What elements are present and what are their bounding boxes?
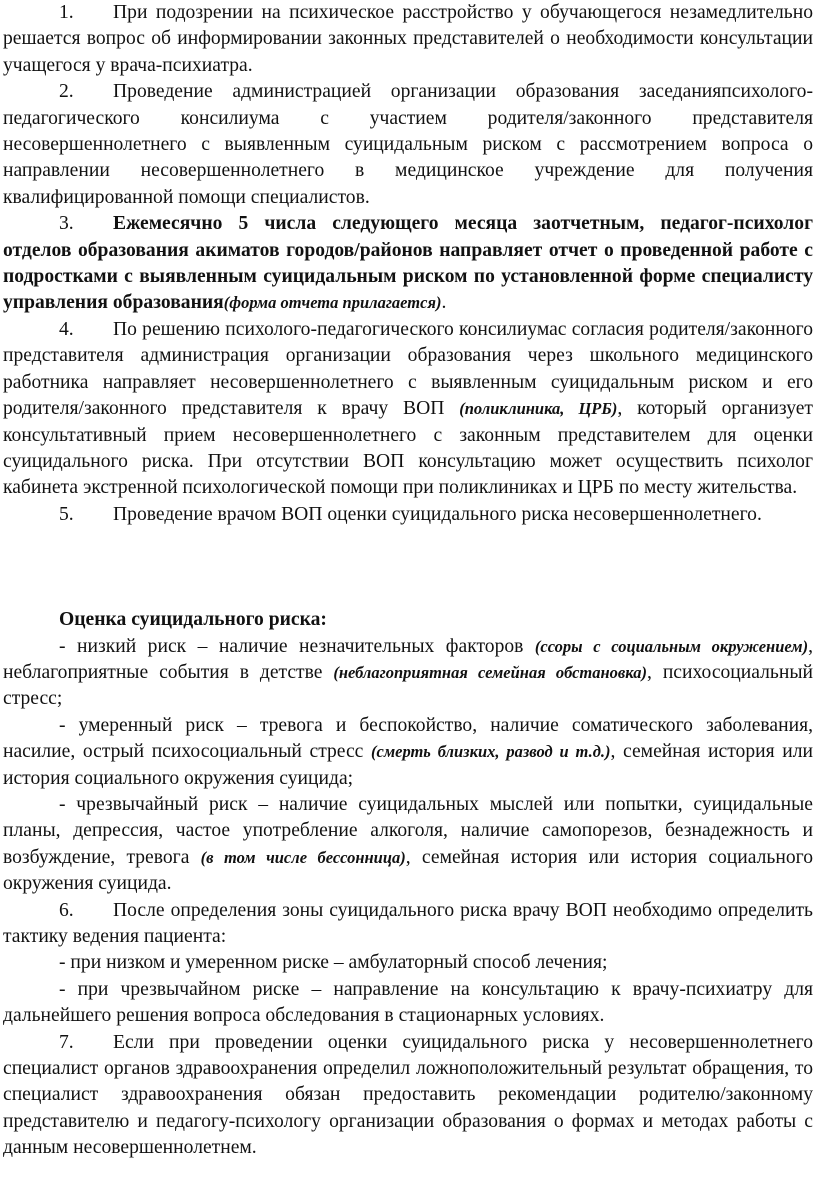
item-note: (форма отчета прилагается) bbox=[223, 293, 442, 313]
item-2 bbox=[3, 79, 813, 211]
item-text: При подозрении на психическое расстройство у обучающегося незамедлительно решается вопрос об информировании законных представителей о необходимости консультации учащегося у врача-психиатра. bbox=[3, 2, 813, 76]
item-number: 2. bbox=[59, 81, 74, 103]
risk-text: - чрезвычайный риск – наличие суицидальных мыслей или попытки, суицидальные планы, депрессия, частое употребление алкоголя, наличие самопорезов, безнадежность и возбуждение, тревога bbox=[3, 793, 813, 868]
item-number: 6. bbox=[59, 899, 74, 921]
item-text: По решению психолого-педагогического консилиумас согласия родителя/законного представителя администрация организации образования через школьного медицинского работника направляет несовершеннолетнего с выявленным суицидальным риском и его родителя/законного представителя к врачу ВОП bbox=[3, 318, 813, 420]
tactic-low-moderate: - при низком и умеренном риске – амбулаторный способ лечения; bbox=[59, 952, 608, 974]
risk-low bbox=[3, 634, 813, 713]
risk-note: (в том числе бессонница) bbox=[200, 847, 406, 867]
risk-extreme bbox=[3, 792, 813, 898]
item-number: 3. bbox=[59, 213, 74, 235]
item-tail: . bbox=[441, 292, 447, 314]
section-heading: Оценка суицидального риска: bbox=[59, 609, 327, 631]
item-tail: , который организует консультативный прием несовершеннолетнего с законным представителем для оценки суицидального риска. При отсутствии ВОП консультацию может осуществить психолог кабинета экстренной психологической помощи при поликлиниках и ЦРБ по месту жительства. bbox=[3, 398, 813, 499]
item-note: (поликлиника, ЦРБ) bbox=[459, 399, 618, 419]
risk-note: (неблагоприятная семейная обстановка) bbox=[333, 662, 647, 682]
section-spacer bbox=[3, 528, 813, 607]
item-1 bbox=[3, 0, 813, 79]
risk-note: (смерть близких, развод и т.д.) bbox=[371, 742, 611, 762]
item-number: 5. bbox=[59, 503, 74, 525]
risk-text: - низкий риск – наличие незначительных факторов bbox=[59, 635, 535, 657]
risk-text: , семейная история или история социального окружения суицида; bbox=[3, 741, 814, 789]
risk-text: - умеренный риск – тревога и беспокойство, наличие соматического заболевания, насилие, острый психосоциальный стресс bbox=[3, 714, 813, 763]
item-6 bbox=[3, 898, 813, 951]
item-4 bbox=[3, 317, 813, 502]
item-text: Проведение врачом ВОП оценки суицидального риска несовершеннолетнего. bbox=[113, 503, 762, 525]
tactic-extreme: - при чрезвычайном риске – направление на консультацию к врачу-психиатру для дальнейшего решения вопроса обследования в стационарных условиях. bbox=[3, 978, 813, 1027]
item-text: После определения зоны суицидального риска врачу ВОП необходимо определить тактику ведения пациента: bbox=[3, 899, 813, 947]
item-7 bbox=[3, 1030, 813, 1162]
item-number: 7. bbox=[59, 1031, 74, 1053]
risk-text: , психосоциальный стресс; bbox=[3, 661, 813, 710]
item-text: Проведение администрацией организации образования заседанияпсихолого-педагогического консилиума с участием родителя/законного представителя несовершеннолетнего с выявленным суицидальным риском с рассмотрением вопроса о направлении несовершеннолетнего в медицинское учреждение для получения квалифицированной помощи специалистов. bbox=[3, 81, 813, 208]
risk-text: , неблагоприятные события в детстве bbox=[3, 635, 813, 683]
item-text: Если при проведении оценки суицидального риска у несовершеннолетнего специалист органов здравоохранения определил ложноположительный результат обращения, то специалист здравоохранения обязан предоставить рекомендации родителю/законному представителю и педагогу-психологу организации образования о формах и методах работы с данным несовершеннолетнем. bbox=[3, 1031, 813, 1159]
risk-moderate bbox=[3, 713, 813, 792]
risk-note: (ссоры с социальным окружением) bbox=[534, 636, 809, 656]
risk-text: , семейная история или история социального окружения суицида. bbox=[3, 846, 813, 895]
item-number: 1. bbox=[59, 2, 74, 23]
item-3 bbox=[3, 211, 813, 317]
item-bold-text: Ежемесячно 5 числа следующего месяца заотчетным, педагог-психолог отделов образования акиматов городов/районов направляет отчет о проведенной работе с подростками с выявленным суицидальным риском по установленной форме специалисту управления образования bbox=[3, 213, 813, 314]
item-5 bbox=[3, 502, 813, 528]
item-number: 4. bbox=[59, 318, 74, 340]
